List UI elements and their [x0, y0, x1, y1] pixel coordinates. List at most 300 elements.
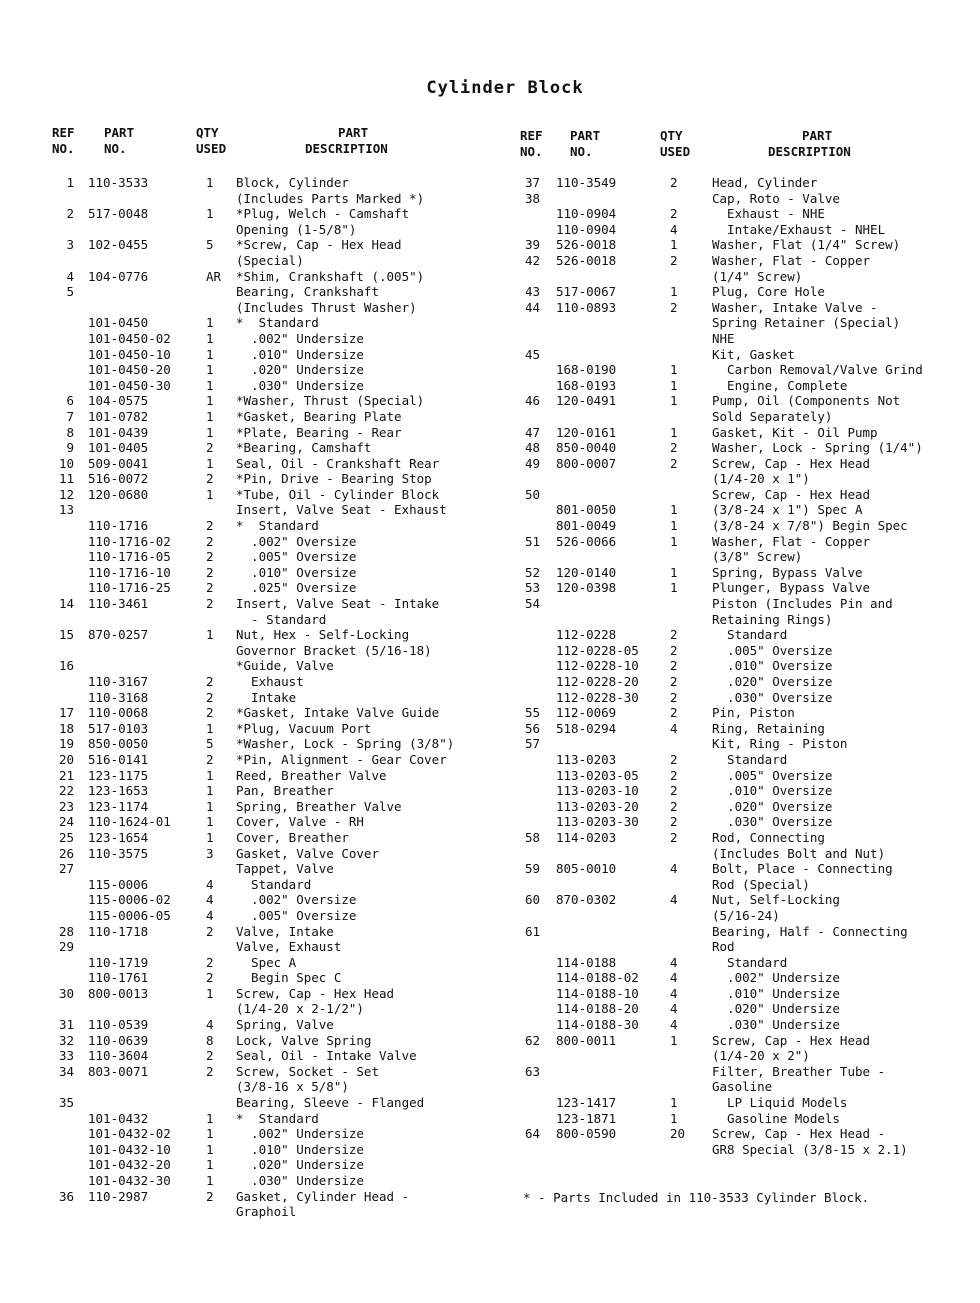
part-description: .010" Undersize	[236, 1141, 364, 1157]
qty-used: 4	[670, 221, 678, 237]
part-description: Washer, Flat - Copper	[712, 533, 871, 549]
table-row	[50, 580, 490, 596]
qty-used: 2	[670, 455, 678, 471]
part-no: 123-1871	[556, 1110, 617, 1126]
part-description: Intake	[236, 689, 297, 705]
qty-used: 2	[206, 674, 214, 689]
table-row	[50, 643, 490, 659]
part-description: *Pin, Alignment - Gear Cover	[236, 751, 447, 767]
part-description: Nut, Self-Locking	[712, 892, 840, 908]
table-row	[50, 565, 490, 581]
part-description: *Bearing, Camshaft	[236, 440, 372, 456]
part-description: (Special)	[236, 252, 304, 268]
table-row	[50, 549, 490, 565]
qty-used: 2	[670, 175, 678, 190]
qty-used: 2	[670, 252, 678, 268]
ref-no: 57	[524, 736, 540, 752]
qty-used: 8	[206, 1032, 214, 1048]
part-description: Bearing, Half - Connecting	[712, 923, 908, 939]
table-row	[518, 705, 968, 721]
part-no: 517-0067	[556, 284, 617, 300]
table-row	[50, 315, 490, 331]
part-description: Bearing, Crankshaft	[236, 284, 379, 300]
part-description: .020" Undersize	[712, 1001, 840, 1017]
ref-no: 20	[58, 751, 74, 767]
table-row	[50, 518, 490, 534]
header-qty-used: USED	[196, 141, 227, 156]
table-row	[50, 596, 490, 612]
table-row	[518, 846, 968, 862]
part-description: Spring, Breather Valve	[236, 798, 402, 814]
qty-used: 2	[206, 440, 214, 456]
table-row	[518, 1142, 968, 1158]
part-description: (3/8-24 x 1") Spec A	[712, 502, 863, 518]
table-row	[50, 237, 490, 253]
part-description: .010" Oversize	[236, 564, 357, 580]
table-row	[518, 549, 968, 565]
qty-used: 1	[206, 767, 214, 783]
table-row	[50, 705, 490, 721]
qty-used: 1	[670, 362, 678, 378]
part-description: *Plate, Bearing - Rear	[236, 424, 402, 440]
header-qty: QTY	[196, 125, 219, 140]
qty-used: 2	[206, 564, 214, 580]
part-description: .005" Oversize	[236, 549, 357, 565]
part-no: 110-1716	[88, 518, 149, 534]
part-description: .002" Oversize	[236, 892, 357, 908]
header-description: DESCRIPTION	[768, 144, 851, 159]
part-no: 123-1175	[88, 767, 149, 783]
part-no: 123-1174	[88, 798, 149, 814]
table-row	[518, 892, 968, 908]
qty-used: 2	[670, 299, 678, 315]
table-row	[50, 612, 490, 628]
ref-no: 52	[524, 564, 540, 580]
qty-used: 2	[206, 689, 214, 705]
part-description: Spring Retainer (Special)	[712, 315, 901, 331]
table-row	[50, 846, 490, 862]
qty-used: 1	[670, 564, 678, 580]
part-no: 114-0188-20	[556, 1001, 639, 1017]
table-row	[50, 456, 490, 472]
qty-used: 2	[670, 642, 678, 658]
part-no: 120-0140	[556, 564, 617, 580]
ref-no: 17	[58, 705, 74, 721]
qty-used: 1	[670, 502, 678, 518]
part-description: *Washer, Lock - Spring (3/8")	[236, 736, 455, 752]
part-description: (Includes Thrust Washer)	[236, 299, 417, 315]
qty-used: 1	[206, 455, 214, 471]
ref-no: 13	[58, 502, 74, 518]
ref-no: 32	[58, 1032, 74, 1048]
part-no: 101-0405	[88, 440, 149, 456]
part-no: 114-0203	[556, 829, 617, 845]
table-row	[50, 534, 490, 550]
table-row	[50, 924, 490, 940]
part-no: 123-1654	[88, 829, 149, 845]
part-description: Retaining Rings)	[712, 611, 833, 627]
part-description: .030" Oversize	[712, 689, 833, 705]
part-description: .002" Undersize	[712, 970, 840, 986]
part-description: .020" Oversize	[712, 674, 833, 689]
table-row	[50, 440, 490, 456]
part-no: 516-0072	[88, 471, 149, 487]
ref-no: 15	[58, 627, 74, 643]
part-description: Sold Separately)	[712, 408, 833, 424]
ref-no: 9	[66, 440, 74, 456]
part-description: Screw, Cap - Hex Head	[712, 1032, 871, 1048]
header-ref-no: NO.	[520, 144, 543, 159]
part-no: 114-0188-02	[556, 970, 639, 986]
part-no: 120-0491	[556, 393, 617, 409]
qty-used: 1	[206, 783, 214, 799]
table-row	[50, 1095, 490, 1111]
qty-used: 1	[206, 393, 214, 409]
part-description: Screw, Cap - Hex Head	[236, 985, 395, 1001]
part-no: 120-0398	[556, 580, 617, 596]
part-no: 518-0294	[556, 720, 617, 736]
part-description: *Screw, Cap - Hex Head	[236, 237, 402, 253]
qty-used: 2	[206, 954, 214, 970]
part-description: Valve, Exhaust	[236, 939, 342, 955]
table-row	[518, 378, 968, 394]
table-row	[50, 347, 490, 363]
qty-used: 1	[670, 1095, 678, 1111]
qty-used: 2	[206, 1063, 214, 1079]
part-no: 526-0018	[556, 252, 617, 268]
part-no: 112-0069	[556, 705, 617, 721]
part-no: 110-1718	[88, 923, 149, 939]
qty-used: 4	[670, 1017, 678, 1033]
qty-used: 1	[670, 237, 678, 253]
part-description: *Plug, Vacuum Port	[236, 720, 372, 736]
ref-no: 44	[524, 299, 540, 315]
part-no: 123-1417	[556, 1095, 617, 1111]
part-description: .010" Undersize	[236, 346, 364, 362]
part-description: Block, Cylinder	[236, 175, 349, 190]
table-row	[518, 986, 968, 1002]
table-row	[518, 440, 968, 456]
part-description: * Standard	[236, 315, 319, 331]
part-description: Screw, Socket - Set	[236, 1063, 379, 1079]
part-description: .030" Undersize	[236, 377, 364, 393]
table-row	[518, 471, 968, 487]
ref-no: 12	[58, 486, 74, 502]
qty-used: 1	[206, 408, 214, 424]
table-row	[50, 487, 490, 503]
part-description: Insert, Valve Seat - Exhaust	[236, 502, 447, 518]
part-description: Gasket, Kit - Oil Pump	[712, 424, 878, 440]
part-no: 113-0203	[556, 751, 617, 767]
part-description: .005" Oversize	[236, 907, 357, 923]
qty-used: 2	[206, 533, 214, 549]
header-qty-used: USED	[660, 144, 691, 159]
table-row	[518, 799, 968, 815]
part-description: Standard	[712, 627, 788, 643]
table-row	[518, 955, 968, 971]
qty-used: 4	[206, 907, 214, 923]
part-no: 114-0188-10	[556, 985, 639, 1001]
qty-used: 1	[206, 346, 214, 362]
table-row	[518, 752, 968, 768]
qty-used: 2	[670, 658, 678, 674]
part-description: Valve, Intake	[236, 923, 334, 939]
part-no: 526-0018	[556, 237, 617, 253]
qty-used: 1	[206, 1173, 214, 1188]
part-description: Plunger, Bypass Valve	[712, 580, 871, 596]
table-row	[50, 986, 490, 1002]
table-row	[50, 269, 490, 285]
header-part: PART	[104, 125, 135, 140]
qty-used: 1	[206, 315, 214, 331]
qty-used: 1	[206, 1157, 214, 1173]
qty-used: 1	[206, 362, 214, 378]
part-description: .030" Undersize	[236, 1173, 364, 1188]
part-description: (Includes Bolt and Nut)	[712, 845, 886, 861]
table-row	[518, 1048, 968, 1064]
table-row	[50, 627, 490, 643]
part-no: 101-0439	[88, 424, 149, 440]
part-no: 101-0432-10	[88, 1141, 171, 1157]
table-row	[518, 939, 968, 955]
part-description: Opening (1-5/8")	[236, 221, 357, 237]
part-description: (1/4-20 x 1")	[712, 471, 810, 487]
table-row	[518, 861, 968, 877]
table-row	[50, 378, 490, 394]
ref-no: 45	[524, 346, 540, 362]
table-row	[518, 502, 968, 518]
part-description: * Standard	[236, 518, 319, 534]
part-no: 120-0161	[556, 424, 617, 440]
part-no: 101-0450-20	[88, 362, 171, 378]
part-no: 110-3461	[88, 596, 149, 612]
part-description: Filter, Breather Tube -	[712, 1063, 886, 1079]
part-description: Plug, Core Hole	[712, 284, 825, 300]
part-no: 112-0228-10	[556, 658, 639, 674]
ref-no: 18	[58, 720, 74, 736]
table-row	[518, 534, 968, 550]
table-row	[50, 970, 490, 986]
part-no: 800-0013	[88, 985, 149, 1001]
part-no: 123-1653	[88, 783, 149, 799]
table-row	[518, 612, 968, 628]
part-no: 110-1716-25	[88, 580, 171, 596]
ref-no: 19	[58, 736, 74, 752]
part-no: 104-0776	[88, 268, 149, 284]
qty-used: 2	[670, 783, 678, 799]
table-row	[518, 580, 968, 596]
ref-no: 36	[58, 1188, 74, 1204]
ref-no: 42	[524, 252, 540, 268]
part-no: 112-0228-20	[556, 674, 639, 689]
header-description: DESCRIPTION	[305, 141, 388, 156]
part-description: Gasket, Valve Cover	[236, 845, 379, 861]
qty-used: 4	[670, 720, 678, 736]
ref-no: 5	[66, 284, 74, 300]
header-qty: QTY	[660, 128, 683, 143]
ref-no: 21	[58, 767, 74, 783]
table-row	[50, 861, 490, 877]
part-no: 101-0432-30	[88, 1173, 171, 1188]
table-row	[518, 393, 968, 409]
qty-used: 5	[206, 237, 214, 253]
part-no: 113-0203-05	[556, 767, 639, 783]
qty-used: 1	[670, 377, 678, 393]
part-no: 101-0432-20	[88, 1157, 171, 1173]
header-ref: REF	[52, 125, 75, 140]
part-description: *Shim, Crankshaft (.005")	[236, 268, 425, 284]
ref-no: 33	[58, 1048, 74, 1064]
part-description: Graphoil	[236, 1204, 297, 1220]
part-no: 801-0050	[556, 502, 617, 518]
ref-no: 49	[524, 455, 540, 471]
table-row	[518, 736, 968, 752]
header-desc: PART	[338, 125, 369, 140]
table-row	[518, 456, 968, 472]
qty-used: 2	[670, 705, 678, 721]
qty-used: 2	[670, 814, 678, 830]
table-row	[518, 830, 968, 846]
ref-no: 31	[58, 1017, 74, 1033]
parts-table-right	[518, 125, 968, 1157]
part-no: 113-0203-10	[556, 783, 639, 799]
table-row	[518, 877, 968, 893]
part-description: Kit, Ring - Piston	[712, 736, 848, 752]
table-row	[50, 1001, 490, 1017]
table-row	[518, 300, 968, 316]
part-no: 110-1716-05	[88, 549, 171, 565]
ref-no: 60	[524, 892, 540, 908]
parts-rows-left	[50, 175, 490, 1220]
ref-no: 61	[524, 923, 540, 939]
part-no: 101-0450-30	[88, 377, 171, 393]
qty-used: 1	[206, 377, 214, 393]
table-row	[518, 643, 968, 659]
qty-used: 2	[670, 767, 678, 783]
table-row	[518, 690, 968, 706]
header-part-no: NO.	[570, 144, 593, 159]
part-description: Carbon Removal/Valve Grind	[712, 362, 923, 378]
header-ref: REF	[520, 128, 543, 143]
qty-used: 2	[206, 705, 214, 721]
part-no: 800-0590	[556, 1126, 617, 1142]
ref-no: 35	[58, 1095, 74, 1111]
table-row	[50, 783, 490, 799]
part-description: *Gasket, Intake Valve Guide	[236, 705, 440, 721]
part-no: 805-0010	[556, 861, 617, 877]
ref-no: 53	[524, 580, 540, 596]
part-no: 115-0006-02	[88, 892, 171, 908]
table-row	[518, 596, 968, 612]
qty-used: 1	[206, 1141, 214, 1157]
ref-no: 63	[524, 1063, 540, 1079]
part-no: 113-0203-30	[556, 814, 639, 830]
part-no: 110-0539	[88, 1017, 149, 1033]
part-no: 101-0782	[88, 408, 149, 424]
part-description: Screw, Cap - Hex Head	[712, 486, 871, 502]
part-description: * Standard	[236, 1110, 319, 1126]
part-no: 110-1624-01	[88, 814, 171, 830]
part-description: (1/4-20 x 2")	[712, 1048, 810, 1064]
table-row	[50, 674, 490, 690]
qty-used: 4	[670, 985, 678, 1001]
table-row	[518, 269, 968, 285]
part-description: Standard	[712, 954, 788, 970]
qty-used: 1	[206, 985, 214, 1001]
part-description: Exhaust - NHE	[712, 206, 825, 222]
part-no: 110-1719	[88, 954, 149, 970]
part-no: 850-0040	[556, 440, 617, 456]
part-description: Rod (Special)	[712, 876, 810, 892]
part-no: 104-0575	[88, 393, 149, 409]
table-row	[518, 768, 968, 784]
table-row	[518, 191, 968, 207]
part-description: (1/4" Screw)	[712, 268, 803, 284]
table-row	[518, 1017, 968, 1033]
table-header	[50, 125, 490, 175]
part-description: .030" Undersize	[712, 1017, 840, 1033]
ref-no: 34	[58, 1063, 74, 1079]
table-row	[518, 331, 968, 347]
table-row	[518, 658, 968, 674]
ref-no: 47	[524, 424, 540, 440]
table-row	[518, 924, 968, 940]
qty-used: 2	[206, 923, 214, 939]
ref-no: 22	[58, 783, 74, 799]
part-description: Insert, Valve Seat - Intake	[236, 596, 440, 612]
qty-used: 1	[670, 533, 678, 549]
qty-used: 3	[206, 845, 214, 861]
part-description: Gasoline Models	[712, 1110, 840, 1126]
table-row	[50, 175, 490, 191]
table-row	[50, 1017, 490, 1033]
part-no: 110-0904	[556, 206, 617, 222]
parts-rows-right	[518, 175, 968, 1157]
ref-no: 10	[58, 455, 74, 471]
ref-no: 24	[58, 814, 74, 830]
qty-used: 1	[206, 798, 214, 814]
qty-used: 2	[670, 206, 678, 222]
qty-used: 2	[670, 689, 678, 705]
table-row	[50, 939, 490, 955]
ref-no: 2	[66, 206, 74, 222]
part-no: 110-1761	[88, 970, 149, 986]
table-row	[518, 1095, 968, 1111]
table-row	[50, 222, 490, 238]
part-no: 800-0007	[556, 455, 617, 471]
qty-used: 2	[206, 751, 214, 767]
ref-no: 1	[66, 175, 74, 190]
ref-no: 30	[58, 985, 74, 1001]
table-row	[50, 362, 490, 378]
part-no: 112-0228	[556, 627, 617, 643]
part-description: .005" Oversize	[712, 767, 833, 783]
ref-no: 55	[524, 705, 540, 721]
part-no: 110-3168	[88, 689, 149, 705]
part-description: Washer, Flat - Copper	[712, 252, 871, 268]
table-row	[518, 814, 968, 830]
ref-no: 46	[524, 393, 540, 409]
qty-used: 4	[206, 876, 214, 892]
table-row	[50, 768, 490, 784]
part-no: 110-3549	[556, 175, 617, 190]
part-no: 526-0066	[556, 533, 617, 549]
part-description: Pin, Piston	[712, 705, 795, 721]
qty-used: 1	[206, 1110, 214, 1126]
table-row	[518, 206, 968, 222]
part-description: *Guide, Valve	[236, 658, 334, 674]
table-row	[518, 362, 968, 378]
